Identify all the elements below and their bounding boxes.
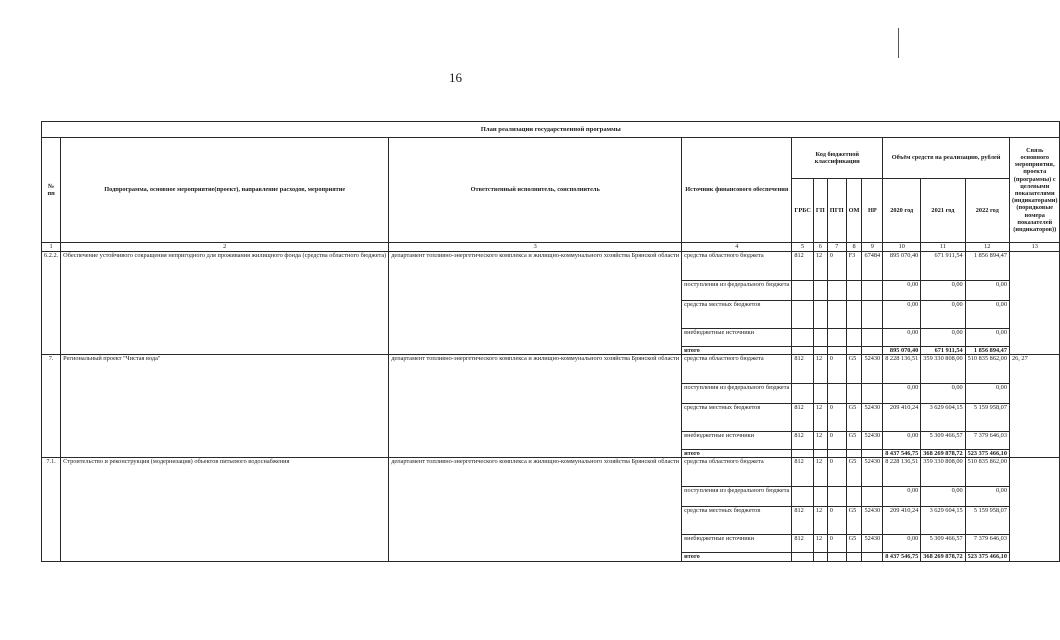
amount-y2020: 209 410,24 — [883, 404, 921, 432]
budget-code-om — [846, 384, 862, 404]
budget-code-om — [846, 487, 862, 507]
funding-source: средства местных бюджетов — [682, 301, 792, 329]
total-code-empty — [827, 553, 846, 561]
column-number: 10 — [883, 243, 921, 252]
total-code-empty — [827, 450, 846, 458]
amount-y2020: 8 228 136,51 — [883, 458, 921, 487]
budget-code-grbs: 812 — [792, 355, 814, 384]
column-number: 1 — [42, 243, 61, 252]
budget-code-om — [846, 281, 862, 301]
amount-y2021: 671 911,54 — [921, 252, 965, 281]
total-code-empty — [862, 347, 883, 355]
budget-code-om: F3 — [846, 252, 862, 281]
budget-code-grbs: 812 — [792, 432, 814, 450]
budget-code-gp: 12 — [813, 252, 827, 281]
row-number: 6.2.2. — [42, 252, 61, 355]
budget-code-nr — [862, 384, 883, 404]
amount-y2022: 0,00 — [965, 384, 1009, 404]
budget-code-gp: 12 — [813, 458, 827, 487]
budget-code-grbs: 812 — [792, 507, 814, 535]
total-code-empty — [813, 347, 827, 355]
column-number: 8 — [846, 243, 862, 252]
header-2021: 2021 год — [921, 179, 965, 243]
amount-y2021: 0,00 — [921, 281, 965, 301]
budget-code-nr — [862, 329, 883, 347]
total-code-empty — [792, 553, 814, 561]
amount-y2021: 3 629 604,15 — [921, 404, 965, 432]
amount-y2022: 5 159 958,07 — [965, 507, 1009, 535]
amount-y2022: 510 835 862,00 — [965, 458, 1009, 487]
table-row — [42, 252, 1060, 281]
funding-source: средства областного бюджета — [682, 252, 792, 281]
responsible-executor: департамент топливно-энергетического комплекса и жилищно-коммунального хозяйства Брянской области — [389, 458, 682, 561]
column-number: 9 — [862, 243, 883, 252]
header-2020: 2020 год — [883, 179, 921, 243]
budget-code-gp — [813, 281, 827, 301]
budget-code-grbs — [792, 487, 814, 507]
amount-y2021: 5 309 466,57 — [921, 535, 965, 553]
amount-y2020: 0,00 — [883, 329, 921, 347]
total-code-empty — [827, 347, 846, 355]
budget-code-pgp: 0 — [827, 507, 846, 535]
amount-y2021: 0,00 — [921, 301, 965, 329]
column-number: 2 — [61, 243, 389, 252]
plan-table — [41, 121, 1060, 562]
budget-code-gp: 12 — [813, 404, 827, 432]
total-code-empty — [792, 450, 814, 458]
header-source: Источник финансового обеспечения — [682, 138, 792, 243]
header-gp: ГП — [813, 179, 827, 243]
activity-name: Строительство и реконструкция (модернизация) объектов питьевого водоснабжения — [61, 458, 389, 561]
row-number: 7. — [42, 355, 61, 458]
indicator-link — [1009, 458, 1060, 561]
total-y2020: 895 070,40 — [883, 347, 921, 355]
total-label: итого — [682, 553, 792, 561]
amount-y2022: 0,00 — [965, 487, 1009, 507]
budget-code-nr — [862, 487, 883, 507]
budget-code-grbs — [792, 329, 814, 347]
amount-y2022: 0,00 — [965, 329, 1009, 347]
funding-source: средства областного бюджета — [682, 458, 792, 487]
header-nr: НР — [862, 179, 883, 243]
amount-y2021: 359 330 808,00 — [921, 355, 965, 384]
total-code-empty — [862, 553, 883, 561]
indicator-link: 26, 27 — [1009, 355, 1060, 458]
budget-code-pgp: 0 — [827, 458, 846, 487]
total-code-empty — [846, 347, 862, 355]
funding-source: поступления из федерального бюджета — [682, 487, 792, 507]
budget-code-grbs: 812 — [792, 404, 814, 432]
header-grbs: ГРБС — [792, 179, 814, 243]
total-y2021: 671 911,54 — [921, 347, 965, 355]
column-number: 13 — [1009, 243, 1060, 252]
table-row — [42, 355, 1060, 384]
header-pgp: ПГП — [827, 179, 846, 243]
budget-code-om — [846, 329, 862, 347]
total-code-empty — [813, 553, 827, 561]
budget-code-gp — [813, 329, 827, 347]
header-responsible: Ответственный исполнитель, соисполнитель — [389, 138, 682, 243]
budget-code-om — [846, 301, 862, 329]
row-number: 7.1. — [42, 458, 61, 561]
amount-y2021: 359 330 808,00 — [921, 458, 965, 487]
budget-code-nr — [862, 301, 883, 329]
budget-code-om: G5 — [846, 432, 862, 450]
amount-y2022: 7 379 646,03 — [965, 535, 1009, 553]
amount-y2021: 3 629 604,15 — [921, 507, 965, 535]
budget-code-gp — [813, 301, 827, 329]
funding-source: средства местных бюджетов — [682, 404, 792, 432]
budget-code-pgp: 0 — [827, 404, 846, 432]
budget-code-grbs — [792, 281, 814, 301]
budget-code-pgp — [827, 301, 846, 329]
budget-code-gp — [813, 487, 827, 507]
activity-name: Обеспечение устойчивого сокращения непригодного для проживания жилищного фонда (средства областного бюджета) — [61, 252, 389, 355]
budget-code-pgp — [827, 329, 846, 347]
amount-y2020: 895 070,40 — [883, 252, 921, 281]
amount-y2020: 0,00 — [883, 384, 921, 404]
budget-code-gp: 12 — [813, 355, 827, 384]
budget-code-pgp — [827, 281, 846, 301]
total-y2022: 523 375 466,10 — [965, 450, 1009, 458]
budget-code-om: G5 — [846, 404, 862, 432]
budget-code-grbs: 812 — [792, 458, 814, 487]
budget-code-pgp: 0 — [827, 355, 846, 384]
budget-code-nr — [862, 281, 883, 301]
budget-code-nr: 52430 — [862, 404, 883, 432]
budget-code-om: G5 — [846, 535, 862, 553]
total-y2021: 368 269 878,72 — [921, 553, 965, 561]
budget-code-om: G5 — [846, 507, 862, 535]
total-y2022: 523 375 466,10 — [965, 553, 1009, 561]
column-number: 11 — [921, 243, 965, 252]
amount-y2020: 0,00 — [883, 281, 921, 301]
responsible-executor: департамент топливно-энергетического комплекса и жилищно-коммунального хозяйства Брянской области — [389, 252, 682, 355]
amount-y2022: 0,00 — [965, 281, 1009, 301]
budget-code-om: G5 — [846, 458, 862, 487]
total-y2020: 8 437 546,75 — [883, 553, 921, 561]
header-num: № пп — [42, 138, 61, 243]
funding-source: внебюджетные источники — [682, 535, 792, 553]
funding-source: внебюджетные источники — [682, 329, 792, 347]
budget-code-nr: 52430 — [862, 355, 883, 384]
funding-source: средства областного бюджета — [682, 355, 792, 384]
header-om: ОМ — [846, 179, 862, 243]
total-y2020: 8 437 546,75 — [883, 450, 921, 458]
amount-y2021: 5 309 466,57 — [921, 432, 965, 450]
amount-y2020: 8 228 136,51 — [883, 355, 921, 384]
table-row — [42, 458, 1060, 487]
budget-code-pgp: 0 — [827, 252, 846, 281]
margin-mark — [898, 28, 899, 58]
budget-code-om: G5 — [846, 355, 862, 384]
column-number: 3 — [389, 243, 682, 252]
funding-source: поступления из федерального бюджета — [682, 281, 792, 301]
column-number: 12 — [965, 243, 1009, 252]
header-program: Подпрограмма, основное мероприятие(проект), направление расходов, мероприятие — [61, 138, 389, 243]
total-code-empty — [792, 347, 814, 355]
amount-y2020: 0,00 — [883, 535, 921, 553]
budget-code-nr: 67484 — [862, 252, 883, 281]
funding-source: поступления из федерального бюджета — [682, 384, 792, 404]
plan-body — [42, 252, 1060, 562]
budget-code-grbs — [792, 301, 814, 329]
budget-code-pgp: 0 — [827, 432, 846, 450]
budget-code-nr: 52430 — [862, 458, 883, 487]
page-number: 16 — [449, 70, 462, 85]
activity-name: Региональный проект "Чистая вода" — [61, 355, 389, 458]
total-code-empty — [862, 450, 883, 458]
total-code-empty — [813, 450, 827, 458]
funding-source: внебюджетные источники — [682, 432, 792, 450]
table-title: План реализации государственной программы — [42, 122, 1060, 138]
budget-code-grbs — [792, 384, 814, 404]
budget-code-nr: 52430 — [862, 507, 883, 535]
amount-y2021: 0,00 — [921, 487, 965, 507]
budget-code-gp: 12 — [813, 507, 827, 535]
budget-code-gp: 12 — [813, 535, 827, 553]
amount-y2022: 5 159 958,07 — [965, 404, 1009, 432]
budget-code-gp — [813, 384, 827, 404]
total-y2021: 368 269 878,72 — [921, 450, 965, 458]
budget-code-grbs: 812 — [792, 252, 814, 281]
funding-source: средства местных бюджетов — [682, 507, 792, 535]
amount-y2020: 0,00 — [883, 432, 921, 450]
budget-code-nr: 52430 — [862, 535, 883, 553]
amount-y2022: 1 856 894,47 — [965, 252, 1009, 281]
column-number: 5 — [792, 243, 814, 252]
amount-y2020: 0,00 — [883, 487, 921, 507]
budget-code-pgp — [827, 384, 846, 404]
indicator-link — [1009, 252, 1060, 355]
budget-code-nr: 52430 — [862, 432, 883, 450]
budget-code-gp: 12 — [813, 432, 827, 450]
header-volume: Объём средств на реализацию, рублей — [883, 138, 1010, 179]
total-code-empty — [846, 553, 862, 561]
total-label: итого — [682, 450, 792, 458]
amount-y2022: 7 379 646,03 — [965, 432, 1009, 450]
amount-y2022: 510 835 862,00 — [965, 355, 1009, 384]
budget-code-pgp: 0 — [827, 535, 846, 553]
header-budget-code: Код бюджетной классификации — [792, 138, 883, 179]
amount-y2020: 209 410,24 — [883, 507, 921, 535]
total-code-empty — [846, 450, 862, 458]
column-number: 4 — [682, 243, 792, 252]
total-label: итого — [682, 347, 792, 355]
header-link: Связь основного мероприятия, проекта (программы) с целевыми показателями (индикаторами) (порядковые номера показателей (индикаторов)) — [1009, 138, 1060, 243]
budget-code-pgp — [827, 487, 846, 507]
amount-y2021: 0,00 — [921, 384, 965, 404]
responsible-executor: департамент топливно-энергетического комплекса и жилищно-коммунального хозяйства Брянской области — [389, 355, 682, 458]
budget-code-grbs: 812 — [792, 535, 814, 553]
amount-y2021: 0,00 — [921, 329, 965, 347]
total-y2022: 1 856 894,47 — [965, 347, 1009, 355]
column-number: 6 — [813, 243, 827, 252]
column-number: 7 — [827, 243, 846, 252]
header-2022: 2022 год — [965, 179, 1009, 243]
amount-y2020: 0,00 — [883, 301, 921, 329]
amount-y2022: 0,00 — [965, 301, 1009, 329]
